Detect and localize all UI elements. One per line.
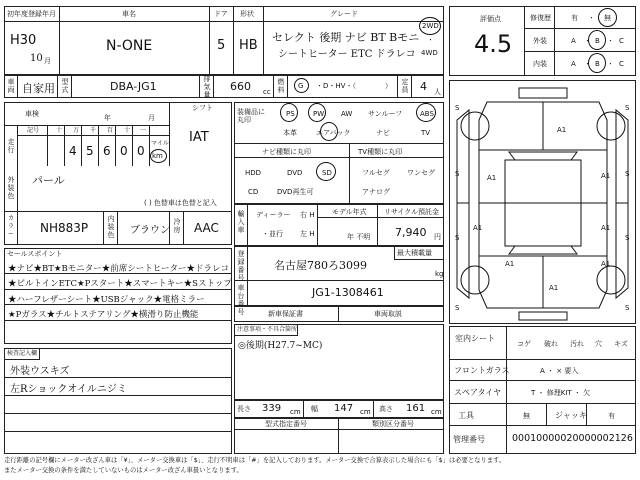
inspection-label: 車検 xyxy=(25,110,39,118)
mileage-digit-10k: 4 xyxy=(69,144,77,158)
interior-grade-a: A xyxy=(571,60,576,68)
plate-value: 名古屋780ろ3099 xyxy=(274,259,367,272)
seat-tear: 破れ xyxy=(544,340,558,348)
side-label-5: S xyxy=(455,234,460,242)
equip-airbag-circle xyxy=(320,122,338,141)
use-label: 車両 xyxy=(7,78,15,94)
max-load-unit: kg xyxy=(435,270,444,278)
type-cert-label: 型式指定番号 xyxy=(265,420,307,428)
color-note: ( ) 色替車は色替と記入 xyxy=(144,199,217,207)
score-value: 4.5 xyxy=(474,30,513,58)
color-value: パール xyxy=(32,174,65,187)
exterior-grade-a: A xyxy=(571,37,576,45)
import-parallel: ・並行 xyxy=(262,230,283,238)
sales-point-line-4: ★Pガラス★チルトステアリング★横滑り防止機能 xyxy=(8,310,199,320)
digit-label-10: 十 xyxy=(124,127,131,134)
damage-mark-rear-left: A1 xyxy=(505,260,515,268)
fuel-option-close: ） xyxy=(385,82,392,90)
footer-line-1: 走行距離の記号欄にメーター改ざん車は「¥」、メーター交換車は「$」、走行不明車は「#」を記入しております。メーター交換で合算表示した場合にも「$」は必要となります。 xyxy=(4,457,506,464)
plate-label: 登録番号 xyxy=(237,250,245,282)
jack-value: 有 xyxy=(608,412,615,420)
equip-abs: ABS xyxy=(420,110,434,118)
spare-tire-value: T ・ 修理KIT ・ 欠 xyxy=(531,389,591,397)
notes-label: 注意事項・不具合箇所 xyxy=(237,326,298,333)
interior-grade-label: 内装 xyxy=(533,60,547,68)
chassis-value: JG1-1308461 xyxy=(312,286,384,299)
grade-line1: セレクト 後期 ナビ BT Bモニ xyxy=(272,31,420,44)
model-label: 型式 xyxy=(61,78,69,94)
height-unit: cm xyxy=(431,408,442,416)
navi-dvd-play: DVD再生可 xyxy=(277,188,314,196)
sales-point-line-2: ★ビルトインETC★Pスタート★スマートキー★Sストップ xyxy=(8,279,232,289)
digit-label-100k: 十 xyxy=(56,127,63,134)
mileage-label: 走行 xyxy=(7,138,15,154)
height-label: 高さ xyxy=(379,405,393,413)
reg-month-unit: 月 xyxy=(44,57,51,65)
mileage-unit-km: km xyxy=(152,152,163,160)
damage-mark-right-rear: A1 xyxy=(601,224,611,232)
side-label-8: S xyxy=(625,304,630,312)
seat-hole: 穴 xyxy=(595,340,602,348)
inspector-line-1: 外装ウスキズ xyxy=(10,366,70,377)
jack-label: ジャッキ xyxy=(555,411,587,420)
class-label: 類別区分番号 xyxy=(372,420,414,428)
interior-b-circle xyxy=(588,53,606,73)
shape-label: 形状 xyxy=(240,10,254,18)
equip-abs-circle xyxy=(416,103,436,122)
width-value: 147 xyxy=(334,403,354,414)
mileage-digit-1: 0 xyxy=(137,144,145,158)
sales-point-line-1: ★ナビ★BT★Bモニター★前席シートヒーター★ドラレコ xyxy=(8,264,229,274)
inspection-month-unit: 月 xyxy=(148,114,155,122)
seat-scratch: キズ xyxy=(614,340,628,348)
damage-mark-left-front: A1 xyxy=(487,174,497,182)
score-label: 評価点 xyxy=(480,15,501,23)
import-left: 左 H xyxy=(300,230,315,238)
tv-fullseg: フルセグ xyxy=(362,169,390,177)
color-code-label: カラー xyxy=(7,215,14,238)
side-label-4: S xyxy=(625,170,630,178)
drive-2wd: 2WD xyxy=(422,22,439,30)
spare-tire-label: スペアタイヤ xyxy=(454,388,502,397)
digit-label-10k: 万 xyxy=(73,127,80,134)
inspector-line-2: 左Rショックオイルニジミ xyxy=(10,384,127,395)
damage-mark-rear-right: A1 xyxy=(601,260,611,268)
mgmt-number-value: 00010000020000002126 xyxy=(512,433,633,444)
interior-grade-dot2: ・ xyxy=(607,60,614,68)
capacity-label: 定員 xyxy=(401,78,409,94)
exterior-grade-label: 外装 xyxy=(533,37,547,45)
reg-month-value: 10 xyxy=(30,53,43,64)
equip-aw: AW xyxy=(341,110,353,118)
model-year-unknown: 年 不明 xyxy=(347,233,371,241)
mileage-digit-100: 6 xyxy=(103,144,111,158)
car-name-label: 車名 xyxy=(122,10,136,18)
width-unit: cm xyxy=(360,408,371,416)
digit-label-code: 記号 xyxy=(27,127,40,134)
length-label: 長さ xyxy=(237,405,251,413)
navi-sd: SD xyxy=(322,169,332,177)
shift-label: シフト xyxy=(192,104,213,112)
side-label-2: S xyxy=(625,104,630,112)
recycle-value: 7,940 xyxy=(395,226,427,239)
exterior-grade-b: B xyxy=(595,37,600,45)
mgmt-number-label: 管理番号 xyxy=(453,435,485,444)
displacement-unit: cc xyxy=(263,88,271,96)
height-value: 161 xyxy=(406,403,426,414)
tools-value: 無 xyxy=(523,412,530,420)
interior-grade-dot1: ・ xyxy=(584,60,591,68)
model-value: DBA-JG1 xyxy=(110,80,157,93)
interior-grade-c: C xyxy=(619,60,624,68)
repair-option-no: 無 xyxy=(604,14,611,22)
interior-color-label: 内装色 xyxy=(107,215,115,239)
exterior-grade-dot1: ・ xyxy=(584,37,591,45)
damage-mark-front-right: A1 xyxy=(557,126,567,134)
side-label-6: S xyxy=(625,234,630,242)
max-load-label: 最大積載量 xyxy=(397,249,432,257)
doors-value: 5 xyxy=(217,38,226,53)
fuel-option-g: G xyxy=(298,82,304,90)
length-value: 339 xyxy=(262,403,282,414)
interior-color-value: ブラウン xyxy=(130,225,170,236)
repair-option-yes: 有 xyxy=(571,14,578,22)
warranty-label: 新車保証書 xyxy=(268,310,303,318)
damage-mark-left-rear: A1 xyxy=(473,224,483,232)
chassis-label: 車台番号 xyxy=(237,284,245,316)
mileage-digit-10: 0 xyxy=(120,144,128,158)
recycle-label: リサイクル預託金 xyxy=(384,208,440,216)
sales-point-line-3: ★ハーフレザーシート★USBジャック★電格ミラー xyxy=(8,295,205,305)
inspection-year-unit: 年 xyxy=(104,114,111,122)
equip-leather: 本革 xyxy=(283,129,297,137)
tv-type-label: TV種類に丸印 xyxy=(358,148,403,156)
use-value: 自家用 xyxy=(22,82,55,95)
seat-stain: 汚れ xyxy=(570,340,584,348)
digit-label-100: 百 xyxy=(107,127,114,134)
navi-dvd: DVD xyxy=(287,169,303,177)
digit-label-1: 一 xyxy=(140,127,147,134)
footer-line-2: またメーター交換の条件を満たしていないものはメーター改ざん車扱いとなります。 xyxy=(4,467,243,474)
repair-no-circle xyxy=(598,8,617,27)
interior-grade-b: B xyxy=(595,60,600,68)
windshield-value: A ・ × 要入 xyxy=(540,367,579,375)
windshield-label: フロントガラス xyxy=(454,366,510,375)
side-label-3: S xyxy=(455,170,460,178)
notes-value: ◎後期(H27.7~MC) xyxy=(238,341,323,351)
seat-burn: コゲ xyxy=(517,340,531,348)
doors-label: ドア xyxy=(214,10,228,18)
reg-year-value: H30 xyxy=(10,33,37,48)
ac-value: AAC xyxy=(194,221,219,235)
damage-mark-right-front: A1 xyxy=(601,172,611,180)
inspector-label: 検査記入欄 xyxy=(7,350,38,357)
drive-dot: ・ xyxy=(427,36,434,44)
grade-line2: シートヒーター ETC ドラレコ xyxy=(278,49,416,60)
fuel-label: 燃料 xyxy=(277,78,285,94)
interior-seat-label: 室内シート xyxy=(455,334,495,343)
equip-airbag: エアバック xyxy=(316,129,351,137)
equip-pw-circle xyxy=(308,103,326,122)
import-label: 輸入車 xyxy=(237,210,245,234)
color-code-value: NH883P xyxy=(40,221,89,235)
repair-option-dot: ・ xyxy=(588,14,595,22)
car-name-value: N-ONE xyxy=(106,38,153,54)
equip-tv: TV xyxy=(421,129,431,137)
recycle-unit: 円 xyxy=(434,233,441,241)
drive-4wd: 4WD xyxy=(421,49,438,57)
shift-value: IAT xyxy=(189,130,209,145)
capacity-unit: 人 xyxy=(434,88,441,96)
digit-label-1k: 千 xyxy=(90,127,97,134)
sales-points-label: セールスポイント xyxy=(7,250,63,258)
damage-mark-rear-bumper: A1 xyxy=(549,284,559,292)
grade-label: グレード xyxy=(330,10,358,18)
displacement-value: 660 xyxy=(230,80,251,93)
navi-sd-circle xyxy=(316,162,336,181)
shape-value: HB xyxy=(239,38,258,53)
equip-pw: PW xyxy=(313,110,325,118)
navi-cd: CD xyxy=(248,188,259,196)
side-label-7: S xyxy=(455,304,460,312)
reg-year-label: 初年度登録年月 xyxy=(7,10,56,18)
exterior-grade-dot2: ・ xyxy=(607,37,614,45)
tv-analog: アナログ xyxy=(362,188,390,196)
import-right: 右 H xyxy=(300,211,315,219)
capacity-value: 4 xyxy=(420,80,427,93)
mileage-unit-mile: マイル xyxy=(151,140,169,147)
length-unit: cm xyxy=(290,408,301,416)
model-year-label: モデル年式 xyxy=(332,208,367,216)
exterior-b-circle xyxy=(588,30,606,50)
equip-navi: ナビ xyxy=(376,129,390,137)
exterior-grade-c: C xyxy=(619,37,624,45)
displacement-label: 排気量 xyxy=(203,75,211,99)
color-label: 外装色 xyxy=(7,176,15,200)
mileage-digit-1k: 5 xyxy=(86,144,94,158)
equip-ps: PS xyxy=(286,110,295,118)
tv-oneseg: ワンセグ xyxy=(407,169,435,177)
damage-diagram xyxy=(449,80,636,324)
navi-hdd: HDD xyxy=(245,169,262,177)
navi-type-label: ナビ種類に丸印 xyxy=(262,148,311,156)
manual-label: 車両取説 xyxy=(374,310,402,318)
equip-sunroof: サンルーフ xyxy=(368,110,403,118)
import-dealer: ディーラー xyxy=(256,211,291,219)
fuel-option-others: ・D・HV・（ xyxy=(316,82,356,90)
repair-label: 修復歴 xyxy=(530,14,551,22)
side-label-1: S xyxy=(455,104,460,112)
equip-ps-circle xyxy=(280,103,298,122)
width-label: 幅 xyxy=(311,405,318,413)
equipment-label: 装備品に丸印 xyxy=(237,108,265,124)
ac-label: 冷房 xyxy=(173,218,181,234)
tools-label: 工具 xyxy=(458,411,474,420)
